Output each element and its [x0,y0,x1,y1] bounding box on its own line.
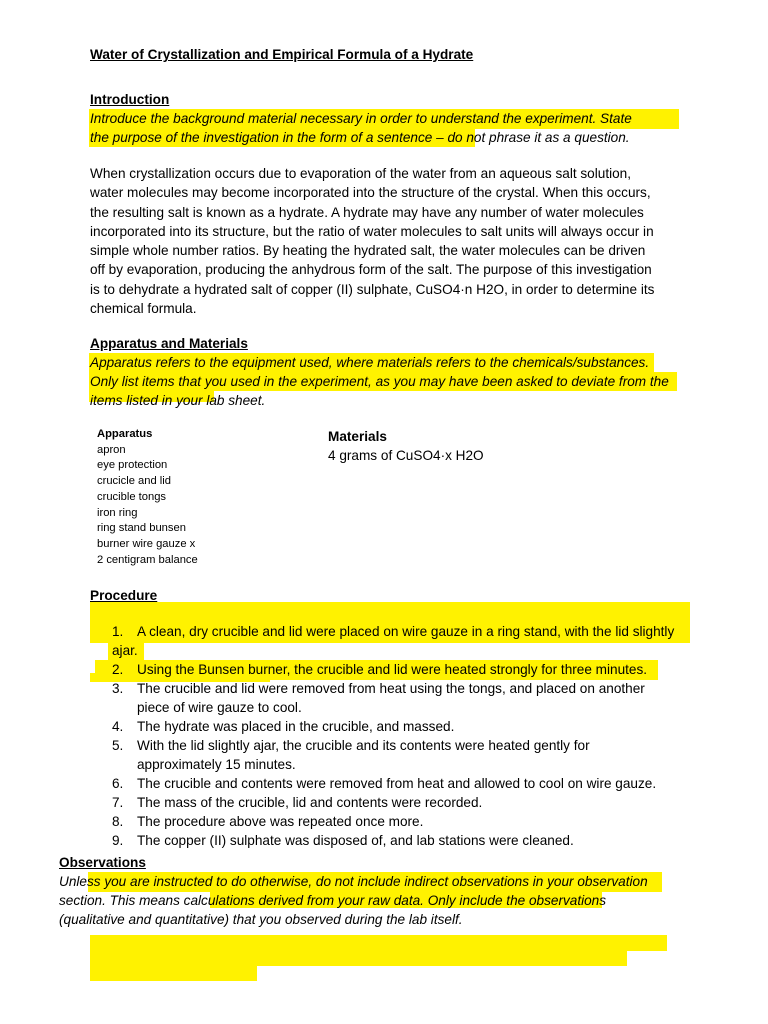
apparatus-instruction-line: Only list items that you used in the experiment, as you may have been asked to deviate from the [90,374,669,389]
procedure-step-number: 5. [112,738,124,753]
procedure-step-text: ajar. [112,643,138,658]
procedure-step-number: 9. [112,833,124,848]
procedure-step-text: The copper (II) sulphate was disposed of, and lab stations were cleaned. [137,833,574,848]
introduction-instruction-line: the purpose of the investigation in the form of a sentence – do not phrase it as a question. [90,130,630,145]
apparatus-item: 2 centigram balance [97,553,198,566]
introduction-body [90,164,690,318]
procedure-step-text: A clean, dry crucible and lid were placed on wire gauze in a ring stand, with the lid slightly [137,624,675,639]
procedure-step-number: 2. [112,662,124,677]
procedure-heading: Procedure [90,588,158,603]
apparatus-item: burner wire gauze x [97,537,196,550]
document-title: Water of Crystallization and Empirical Formula of a Hydrate [90,47,474,62]
introduction-body-line: incorporated into its structure, but the ratio of water molecules to salt units will always occur in [90,223,654,239]
introduction-heading: Introduction [90,92,170,107]
apparatus-heading: Apparatus [97,428,153,440]
procedure-step-text: The procedure above was repeated once more. [137,814,424,829]
apparatus-item: iron ring [97,506,138,519]
procedure-step-text: The mass of the crucible, lid and contents were recorded. [137,795,483,810]
apparatus-item: crucicle and lid [97,475,171,488]
highlight-observations-5 [90,965,257,981]
introduction-body-line: off by evaporation, producing the anhydrous form of the salt. The purpose of this investigation [90,262,652,278]
observations-heading: Observations [59,855,146,870]
apparatus-instructions [90,353,690,410]
introduction-instruction-line: Introduce the background material necessary in order to understand the experiment. State [90,111,632,126]
introduction-instructions [90,109,690,147]
observations-instruction-line: Unless you are instructed to do otherwise, do not include indirect observations in your observation [59,874,648,889]
introduction-body-line: simple whole number ratios. By heating the hydrated salt, the water molecules can be driven [90,243,646,259]
observations-instruction-line: (qualitative and quantitative) that you observed during the lab itself. [59,912,463,927]
introduction-body-line: the resulting salt is known as a hydrate. A hydrate may have any number of water molecules [90,204,644,220]
procedure-step-text: With the lid slightly ajar, the crucible and its contents were heated gently for [137,738,590,753]
procedure-step-text: The crucible and contents were removed from heat and allowed to cool on wire gauze. [137,776,657,791]
highlight-observations-4 [90,950,627,966]
apparatus-list [97,427,198,568]
highlight-observations-3 [90,935,667,951]
apparatus-item: crucible tongs [97,490,167,503]
introduction-body-line: is to dehydrate a hydrated salt of copper (II) sulphate, CuSO4·n H2O, in order to determine its [90,281,655,297]
introduction-body-line: chemical formula. [90,301,197,317]
apparatus-item: ring stand bunsen [97,522,186,535]
materials-item: 4 grams of CuSO4·x H2O [328,448,484,463]
procedure-step-number: 6. [112,776,124,791]
procedure-step-text: The crucible and lid were removed from heat using the tongs, and placed on another [137,681,645,696]
introduction-body-line: When crystallization occurs due to evaporation of the water from an aqueous salt solution, [90,166,632,181]
apparatus-item: eye protection [97,459,168,472]
apparatus-materials-heading: Apparatus and Materials [90,336,248,351]
apparatus-instruction-line: Apparatus refers to the equipment used, where materials refers to the chemicals/substances. [90,355,650,370]
procedure-step-text: The hydrate was placed in the crucible, and massed. [137,719,455,734]
procedure-step-text: piece of wire gauze to cool. [137,700,302,715]
materials-list [328,427,484,465]
highlight-procedure-1 [90,602,690,620]
procedure-step-text: approximately 15 minutes. [137,757,296,772]
observations-instructions [59,872,648,929]
apparatus-instruction-line: items listed in your lab sheet. [90,393,266,408]
observations-instruction-line: section. This means calculations derived from your raw data. Only include the observations [59,893,607,908]
procedure-step-number: 4. [112,719,124,734]
procedure-step-number: 8. [112,814,124,829]
procedure-step-text: Using the Bunsen burner, the crucible and lid were heated strongly for three minutes. [137,662,648,677]
procedure-step-number: 1. [112,624,124,639]
apparatus-item: apron [97,443,126,456]
introduction-body-line: water molecules may become incorporated into the structure of the crystal. When this occurs, [90,185,651,201]
procedure-step-number: 7. [112,795,124,810]
procedure-step-number: 3. [112,681,124,696]
materials-heading: Materials [328,429,387,444]
